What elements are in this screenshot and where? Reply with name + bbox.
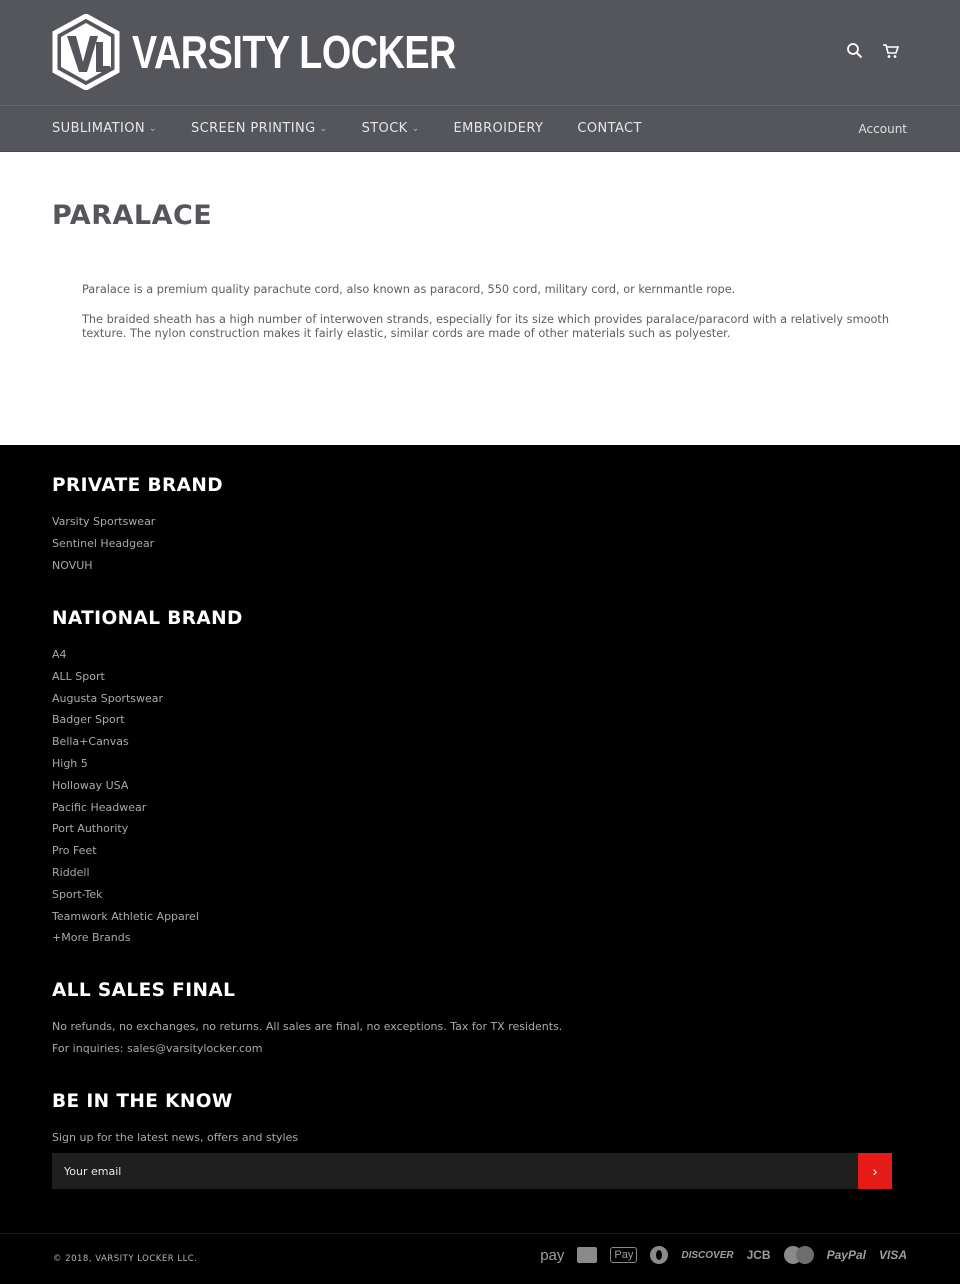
nav-item-contact[interactable] (577, 121, 641, 136)
site-footer (0, 445, 960, 1284)
more-brands-link[interactable]: +More Brands (52, 931, 131, 945)
footer-link[interactable]: Holloway USA (52, 778, 129, 792)
nav-item-embroidery[interactable] (454, 121, 544, 136)
section-title: ALL SALES FINAL (52, 980, 236, 1001)
main-content (0, 152, 960, 445)
subscribe-button[interactable] (858, 1153, 892, 1189)
page-title: PARALACE (52, 200, 213, 231)
mastercard-icon (784, 1246, 814, 1264)
newsletter-section (52, 1091, 298, 1149)
sales-section (52, 980, 562, 1060)
jcb-icon: JCB (746, 1248, 771, 1262)
nav-label: CONTACT (577, 121, 642, 136)
nav-item-screen-printing[interactable] (191, 121, 328, 136)
site-header (0, 0, 960, 105)
footer-link[interactable]: Badger Sport (52, 713, 125, 727)
nav-item-stock[interactable] (362, 121, 420, 136)
footer-link[interactable]: NOVUH (52, 558, 93, 572)
nav-label: STOCK (361, 121, 408, 136)
logo-badge-icon (52, 14, 120, 90)
footer-link[interactable]: ALL Sport (52, 669, 105, 683)
chevron-down-icon: ⌄ (149, 123, 157, 134)
private-brand-section (52, 475, 223, 576)
footer-link[interactable]: Bella+Canvas (52, 735, 129, 749)
page-body (82, 283, 892, 342)
footer-link[interactable]: Augusta Sportswear (52, 691, 164, 705)
amex-icon (577, 1247, 597, 1263)
section-title: NATIONAL BRAND (52, 608, 243, 629)
national-brand-section (52, 608, 243, 949)
chevron-right-icon: › (872, 1163, 878, 1179)
footer-link[interactable]: Teamwork Athletic Apparel (52, 909, 199, 923)
nav-label: SCREEN PRINTING (190, 121, 316, 136)
apple-pay-label: Pay (614, 1249, 634, 1261)
payment-methods (540, 1246, 907, 1264)
chevron-down-icon: ⌄ (319, 123, 328, 134)
newsletter-subtitle: Sign up for the latest news, offers and styles (52, 1131, 299, 1144)
footer-bottom-bar (0, 1233, 960, 1284)
amazon-pay-icon: pay (540, 1246, 565, 1264)
newsletter-form (52, 1153, 892, 1189)
footer-link[interactable]: Sentinel Headgear (52, 536, 155, 550)
visa-icon: VISA (878, 1248, 907, 1262)
discover-icon: DISCOVER (681, 1249, 734, 1261)
body-paragraph: The braided sheath has a high number of interwoven strands, especially for its size which provides paralace/paracord with a relatively smooth texture. The nylon construction makes it fairly elastic, similar cords are made of other materials such as polyester. (82, 312, 889, 340)
footer-link[interactable]: Sport-Tek (52, 887, 103, 901)
footer-link[interactable]: Riddell (52, 865, 90, 879)
inquiries-text: For inquiries: sales@varsitylocker.com (52, 1041, 263, 1055)
account-link[interactable]: Account (858, 121, 907, 136)
search-icon[interactable] (846, 42, 864, 60)
nav-label: SUBLIMATION (52, 121, 145, 136)
footer-link[interactable]: High 5 (52, 756, 88, 770)
footer-link[interactable]: Pacific Headwear (52, 800, 147, 814)
cart-icon[interactable] (882, 42, 900, 60)
nav-label: EMBROIDERY (453, 121, 544, 136)
main-nav (0, 105, 960, 152)
paypal-icon: PayPal (826, 1248, 866, 1262)
chevron-down-icon: ⌄ (411, 123, 420, 134)
footer-link[interactable]: Pro Feet (52, 844, 97, 858)
section-title: PRIVATE BRAND (52, 475, 224, 496)
copyright-text: © 2018, VARSITY LOCKER LLC. (53, 1254, 198, 1264)
email-input[interactable] (52, 1153, 858, 1189)
sales-policy-text: No refunds, no exchanges, no returns. All sales are final, no exceptions. Tax for TX residents. (52, 1020, 563, 1033)
footer-link[interactable]: Varsity Sportswear (52, 515, 156, 528)
site-logo[interactable] (52, 14, 527, 90)
footer-link[interactable]: Port Authority (52, 822, 129, 836)
logo-wordmark: VARSITY LOCKER (132, 26, 457, 78)
diners-club-icon (650, 1246, 668, 1264)
apple-pay-icon (610, 1247, 637, 1263)
footer-link[interactable]: A4 (52, 648, 67, 661)
body-paragraph: Paralace is a premium quality parachute cord, also known as paracord, 550 cord, military cord, or kernmantle rope. (82, 283, 736, 296)
nav-item-sublimation[interactable] (52, 121, 157, 136)
section-title: BE IN THE KNOW (52, 1091, 233, 1112)
